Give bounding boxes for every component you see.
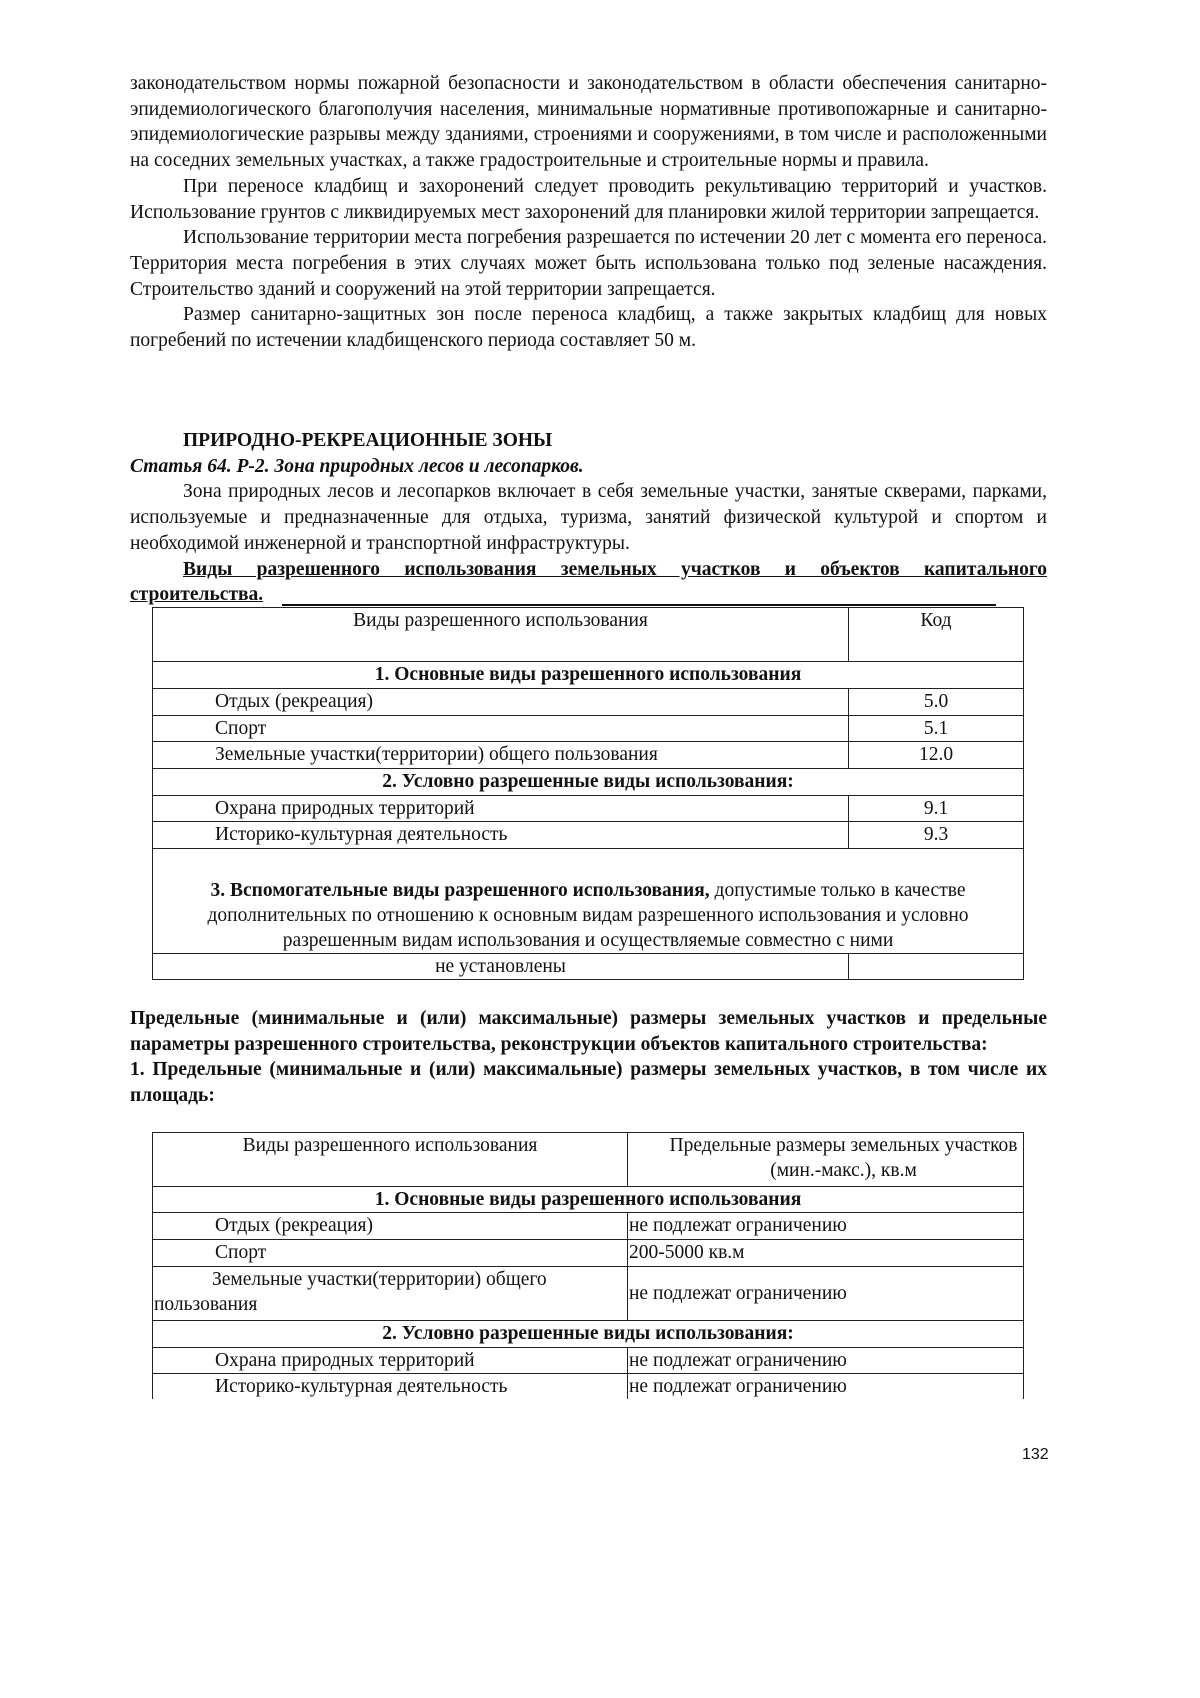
table-header-row [153,1133,1024,1187]
table-header-row [153,608,1024,662]
table-row [153,1267,1024,1321]
paragraph: Использование территории места погребения разрешается по истечении 20 лет с момента его переноса. Территория места погребения в этих случаях может быть использована только под зеленые насаждения. Строительство зданий и сооружений на этой территории запрещается. [130,227,1047,300]
use-name: Спорт [153,1240,628,1267]
zone-section [130,428,1047,608]
use-name: Отдых (рекреация) [153,1213,628,1240]
limit-value: не подлежат ограничению [628,1374,1024,1400]
limit-value: не подлежат ограничению [628,1213,1024,1240]
header-cell: Предельные размеры земельных участков (мин.-макс.), кв.м [628,1133,1024,1187]
article-paragraph: Зона природных лесов и лесопарков включает в себя земельные участки, занятые скверами, парками, используемые и предназначенные для отдыха, туризма, занятий физической культурой и спортом и необходимой инженерной и транспортной инфраструктуры. [130,481,1047,554]
section-row: 2. Условно разрешенные виды использования: [153,1321,1024,1348]
section-row [153,849,1024,954]
section-row: 2. Условно разрешенные виды использования: [153,769,1024,796]
use-name: Охрана природных территорий [153,1348,628,1374]
table-row [153,796,1024,822]
page-number: 132 [1022,1446,1049,1463]
table-row [153,954,1024,980]
paragraph: законодательством нормы пожарной безопасности и законодательством в области обеспечения санитарно-эпидемиологического благополучия населения, минимальные нормативные противопожарные и санитарно-эпидемиологические разрывы между зданиями, строениями и сооружениями, в том числе и расположенными на соседних земельных участках, а также градостроительные и строительные нормы и правила. [130,73,1047,172]
limit-value: 200-5000 кв.м [628,1240,1024,1267]
paragraph: Размер санитарно-защитных зон после переноса кладбищ, а также закрытых кладбищ для новых погребений по истечении кладбищенского периода составляет 50 м. [130,304,1047,352]
limits-heading: Предельные (минимальные и (или) максимальные) размеры земельных участков и предельные параметры разрешенного строительства, реконструкции объектов капитального строительства: [130,1008,1047,1055]
limit-value: не подлежат ограничению [628,1267,1024,1321]
limit-value: не подлежат ограничению [628,1348,1024,1374]
use-name: Историко-культурная деятельность [153,1374,628,1400]
use-code: 5.1 [849,716,1024,742]
limits-subheading: 1. Предельные (минимальные и (или) максимальные) размеры земельных участков, в том числе их площадь: [130,1059,1047,1107]
use-code: 9.3 [849,822,1024,849]
intro-text [130,71,1047,354]
use-name: Спорт [153,716,849,742]
table-row [153,1348,1024,1374]
section-row: 1. Основные виды разрешенного использования [153,662,1024,689]
header-cell: Код [849,608,1024,662]
use-name: Земельные участки(территории) общего пользования [153,1267,628,1321]
table-row [153,1213,1024,1240]
section3-text: допустимые только в качестве дополнительных по отношению к основным видам разрешенного использования и условно разрешенным видам использования и осуществляемые совместно с ними [207,880,969,951]
use-code: 5.0 [849,689,1024,716]
not-set-cell: не установлены [153,954,849,980]
table-row [153,1374,1024,1400]
section-row: 1. Основные виды разрешенного использования [153,1187,1024,1213]
paragraph: При переносе кладбищ и захоронений следует проводить рекультивацию территорий и участков. Использование грунтов с ликвидируемых мест захоронений для планировки жилой территории запрещается. [130,175,1047,223]
section3-bold: 3. Вспомогательные виды разрешенного использования, [210,880,710,901]
use-name: Историко-культурная деятельность [153,822,849,849]
table-row [153,742,1024,769]
use-code: 12.0 [849,742,1024,769]
table-row [153,716,1024,742]
uses-heading: Виды разрешенного использования земельных участков и объектов капитального строительства. [130,558,1047,606]
table-row [153,1240,1024,1267]
limits-section [130,1006,1047,1109]
section-heading: ПРИРОДНО-РЕКРЕАЦИОННЫЕ ЗОНЫ [183,430,553,451]
use-name: Земельные участки(территории) общего пользования [153,742,849,769]
header-cell: Виды разрешенного использования [153,1133,628,1187]
header-cell: Виды разрешенного использования [153,608,849,662]
table-row [153,822,1024,849]
underline-divider [282,604,996,606]
table-row [153,689,1024,716]
use-name: Охрана природных территорий [153,796,849,822]
limits-table [152,1132,1024,1399]
uses-table [152,607,1024,980]
use-code: 9.1 [849,796,1024,822]
article-title: Статья 64. Р-2. Зона природных лесов и лесопарков. [130,455,584,477]
empty-cell [849,954,1024,980]
use-name: Отдых (рекреация) [153,689,849,716]
